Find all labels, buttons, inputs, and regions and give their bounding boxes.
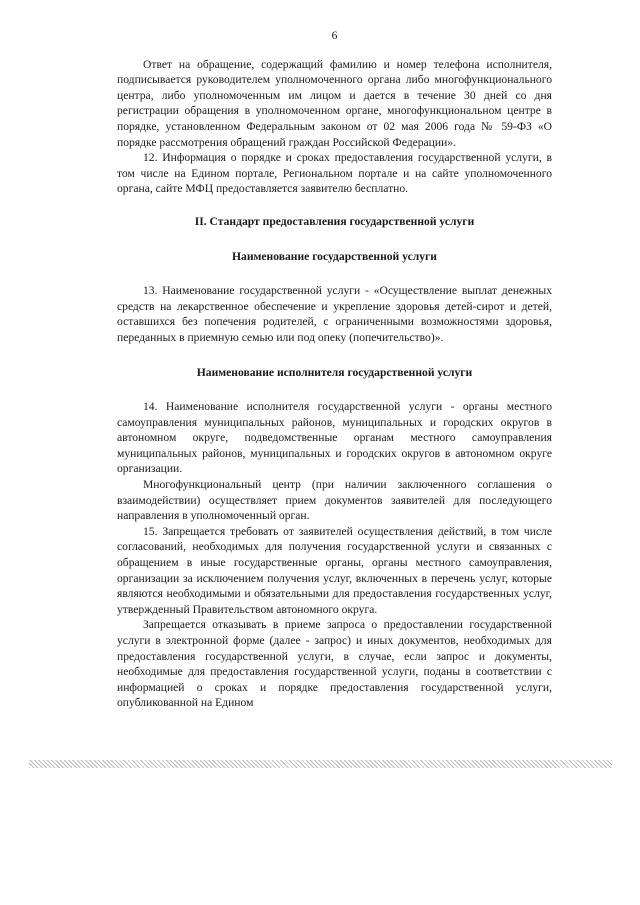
paragraph-response-signature: Ответ на обращение, содержащий фамилию и номер телефона исполнителя, подписывается руководителем уполномоченного органа либо многофункционального центра, либо уполномоченным им лицом и дается в течение 30 дней со дня регистрации обращения в уполномоченном органе, многофункциональном центре в порядке, установленном Федеральным законом от 02 мая 2006 года № 59-ФЗ «О порядке рассмотрения обращений граждан Российской Федерации». [117, 57, 552, 149]
paragraph-13-service-name: 13. Наименование государственной услуги - «Осуществление выплат денежных средств на лекарственное обеспечение и укрепление здоровья детей-сирот и детей, оставшихся без попечения родителей, с ограниченными возможностями здоровья, переданных в приемную семью или под опеку (попечительство)». [117, 284, 552, 344]
page-number: 6 [331, 29, 338, 42]
paragraph-refusal-prohibited: Запрещается отказывать в приеме запроса о предоставлении государственной услуги в электронной форме (далее - запрос) и иных документов, необходимых для предоставления государственной услуги, в случае, если запрос и документы, необходимые для предоставления государственной услуги, поданы в соответствии с информацией о сроках и порядке предоставления государственной услуги, опубликованной на Едином [117, 618, 552, 710]
page-shadow-bottom [29, 760, 612, 768]
paragraph-mfc-reception: Многофункциональный центр (при наличии заключенного соглашения о взаимодействии) осуществляет прием документов заявителей для последующего направления в уполномоченный орган. [117, 478, 552, 523]
paragraph-14-executor: 14. Наименование исполнителя государственной услуги - органы местного самоуправления муниципальных районов, муниципальных и городских округов в автономном округе, подведомственные органам местного самоуправления муниципальных районов, муниципальных и городских округов в автономном округе организации. [117, 400, 552, 476]
subheading-service-executor: Наименование исполнителя государственной услуги [196, 365, 473, 379]
section-heading-standard: II. Стандарт предоставления государственной услуги [194, 214, 475, 228]
subheading-service-name: Наименование государственной услуги [232, 249, 437, 263]
document-content [117, 28, 552, 711]
paragraph-15-prohibitions: 15. Запрещается требовать от заявителей осуществления действий, в том числе согласований, необходимых для получения государственной услуги и связанных с обращением в иные государственные органы, органы местного самоуправления, организации за исключением получения услуг, включенных в перечень услуг, которые являются необходимыми и обязательными для предоставления государственных услуг, утвержденный Правительством автономного округа. [117, 524, 552, 616]
paragraph-12-information-free: 12. Информация о порядке и сроках предоставления государственной услуги, в том числе на Едином портале, Региональном портале и на сайте уполномоченного органа, сайте МФЦ предоставляется заявителю бесплатно. [117, 151, 552, 196]
